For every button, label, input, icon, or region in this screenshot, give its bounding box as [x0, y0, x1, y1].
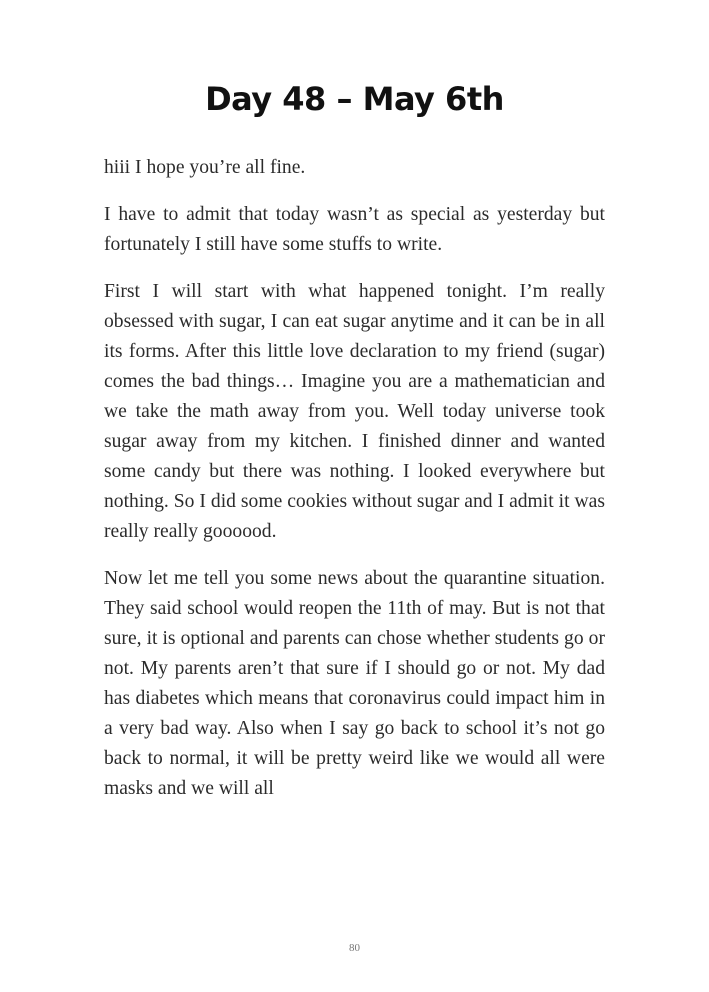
paragraph-greeting: hiii I hope you’re all fine.: [104, 157, 306, 178]
page-number: 80: [349, 942, 360, 954]
paragraph-sugar: First I will start with what happened tonight. I’m really obsessed with sugar, I can eat sugar anytime and it can be in all its forms. After this little love declaration to my friend (sugar) comes the bad things… Imagine you are a mathematician and we take the math away from you. Well today universe took sugar away from my kitchen. I finished dinner and wanted some candy but there was nothing. I looked everywhere but nothing. So I did some cookies without sugar and I admit it was really really goooood.: [104, 281, 605, 542]
body-text: [104, 153, 605, 821]
paragraph-quarantine: Now let me tell you some news about the quarantine situation. They said school would reopen the 11th of may. But is not that sure, it is optional and parents can chose whether students go or not. My parents aren’t that sure if I should go or not. My dad has diabetes which means that coronavirus could impact him in a very bad way. Also when I say go back to school it’s not go back to normal, it will be pretty weird like we would all were masks and we will all: [104, 568, 605, 799]
paragraph-intro: I have to admit that today wasn’t as special as yesterday but fortunately I still have some stuffs to write.: [104, 204, 605, 255]
page-title: Day 48 – May 6th: [205, 80, 504, 118]
